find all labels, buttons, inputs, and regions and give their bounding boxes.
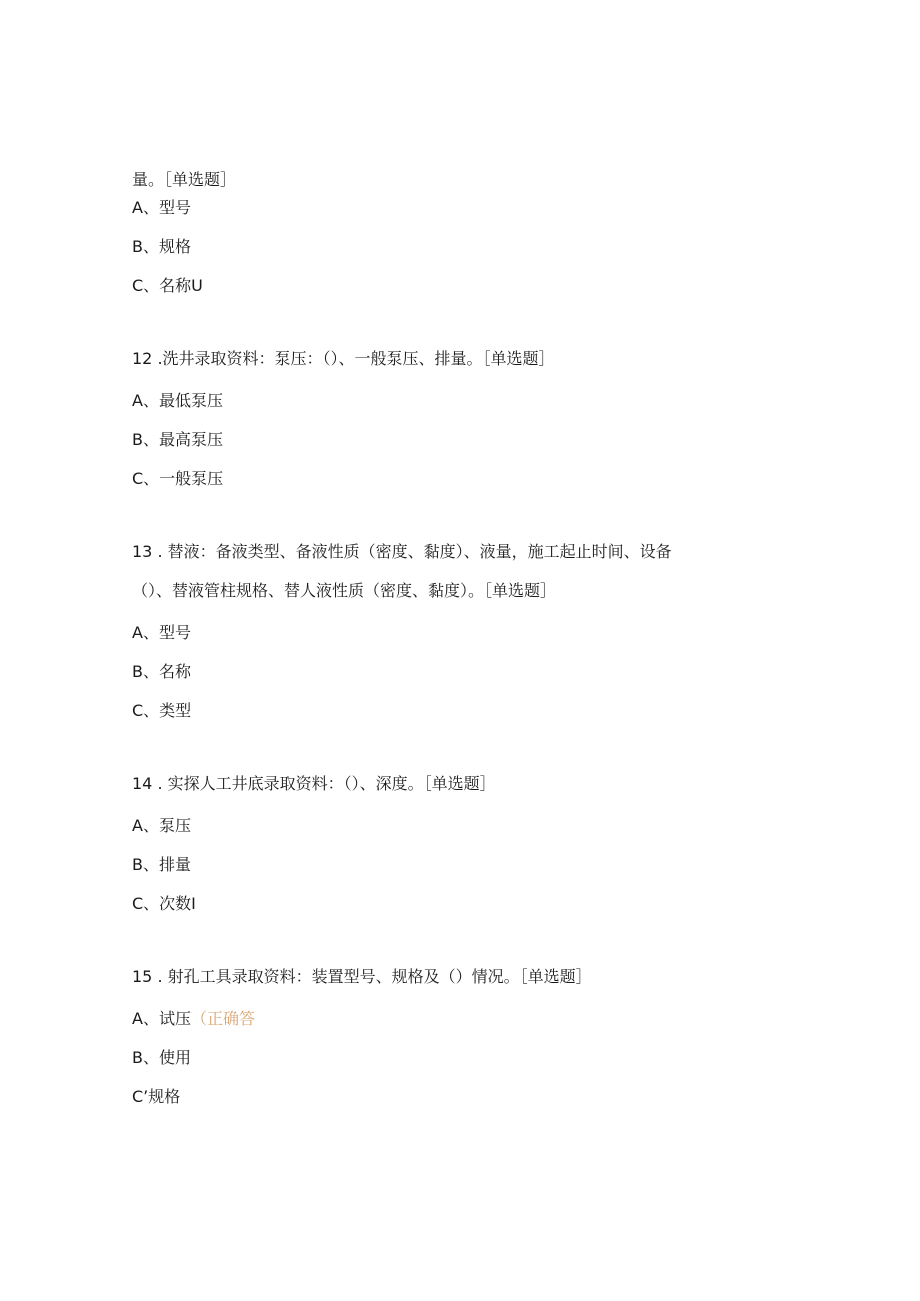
- question-15-option-c: C’规格: [132, 1087, 181, 1106]
- question-12-option-a: A、最低泵压: [132, 391, 223, 410]
- question-12-option-c: C、一般泵压: [132, 469, 224, 488]
- question-14-text: 14 . 实探人工井底录取资料：（）、深度。［单选题］: [132, 774, 496, 793]
- option-b: B、规格: [132, 237, 191, 256]
- option-a: A、型号: [132, 198, 191, 217]
- question-15-text: 15 . 射孔工具录取资料：装置型号、规格及（）情况。［单选题］: [132, 967, 592, 986]
- question-14-option-a: A、泵压: [132, 816, 191, 835]
- question-13-option-b: B、名称: [132, 662, 191, 681]
- question-14-option-b: B、排量: [132, 855, 191, 874]
- question-13-option-a: A、型号: [132, 623, 191, 642]
- question-13-option-c: C、类型: [132, 701, 192, 720]
- question-13-text-line2: （）、替液管柱规格、替人液性质（密度、黏度）。［单选题］: [132, 581, 557, 600]
- question-15-option-a-label: A、试压: [132, 1009, 191, 1028]
- question-text-partial: 量。［单选题］: [132, 170, 237, 189]
- question-15-option-a: [132, 1009, 255, 1029]
- question-12-text: 12 .洗井录取资料：泵压：（）、一般泵压、排量。［单选题］: [132, 349, 555, 368]
- option-c: C、名称U: [132, 276, 203, 295]
- question-12-option-b: B、最高泵压: [132, 430, 223, 449]
- question-15-option-b: B、使用: [132, 1048, 191, 1067]
- question-13-text-line1: 13 . 替液：备液类型、备液性质（密度、黏度）、液量，施工起止时间、设备: [132, 542, 672, 561]
- question-14-option-c: C、次数I: [132, 894, 196, 913]
- correct-answer-mark: （正确答: [190, 1009, 255, 1028]
